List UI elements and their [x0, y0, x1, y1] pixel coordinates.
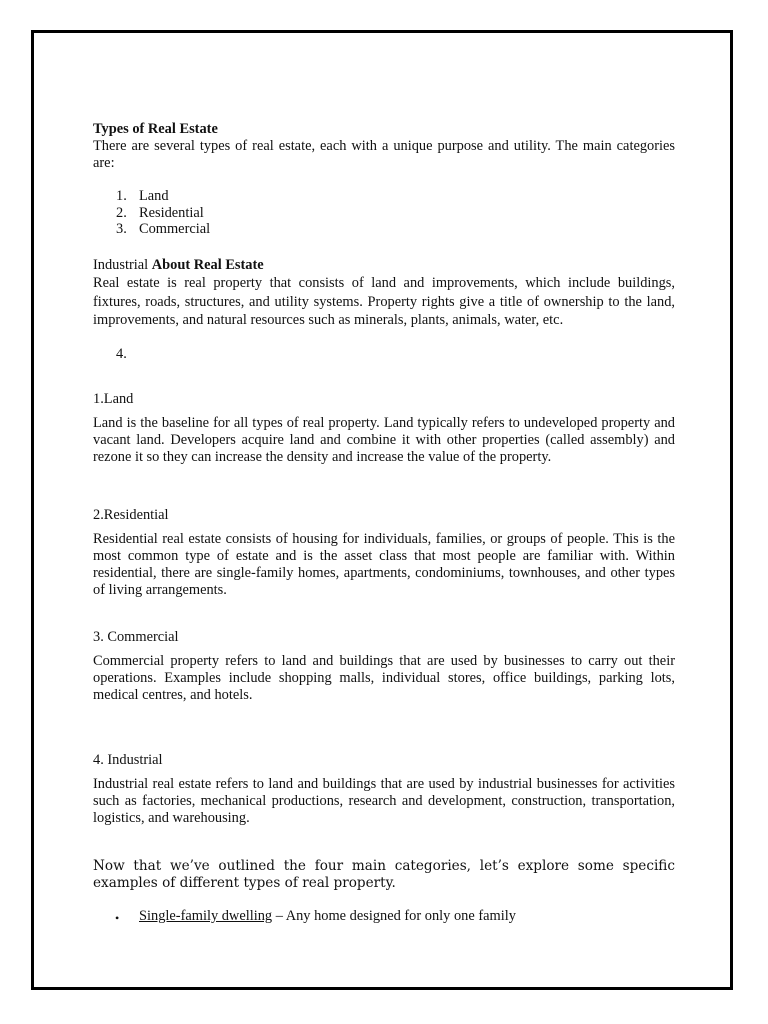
section-title-land: 1.Land: [93, 391, 134, 407]
section-title-residential: 2.Residential: [93, 507, 169, 523]
section-title-commercial: 3. Commercial: [93, 629, 179, 645]
section-body-land: Land is the baseline for all types of real property. Land typically refers to undeveloped property and vacant land. Developers acquire land and combine it with other properties (called assembly) and rezone it so they can increase the density and increase the value of the property.: [93, 415, 675, 465]
example-term: Single-family dwelling: [139, 908, 273, 924]
bullet-icon: •: [115, 911, 120, 925]
section-title-industrial: 4. Industrial: [93, 752, 163, 768]
section-body-commercial: Commercial property refers to land and buildings that are used by businesses to carry out their operations. Examples include shopping malls, individual stores, office buildings, parking lots, medical centres, and hotels.: [93, 653, 675, 703]
about-heading: About Real Estate: [151, 257, 264, 273]
example-description: – Any home designed for only one family: [272, 908, 516, 924]
about-prefix: Industrial: [93, 257, 149, 273]
about-paragraph: Real estate is real property that consists of land and improvements, which include buildings, fixtures, roads, structures, and utility systems. Property rights give a title of ownership to the land, improvements, and natural resources such as minerals, plants, animals, water, etc.: [93, 275, 675, 328]
list-number-3: 3.: [116, 221, 127, 237]
example-item: [139, 908, 516, 925]
intro-paragraph: There are several types of real estate, each with a unique purpose and utility. The main categories are:: [93, 138, 675, 171]
list-item-land: Land: [139, 188, 169, 204]
list-item-residential: Residential: [139, 205, 204, 221]
closing-paragraph: Now that we’ve outlined the four main categories, let’s explore some specific examples of different types of real property.: [93, 858, 675, 891]
list-number-1: 1.: [116, 188, 127, 204]
list-number-2: 2.: [116, 205, 127, 221]
heading-types-of-real-estate: Types of Real Estate: [93, 121, 218, 137]
section-body-residential: Residential real estate consists of housing for individuals, families, or groups of people. This is the most common type of estate and is the asset class that most people are familiar with. Within residential, there are single-family homes, apartments, condominiums, townhouses, and other types of living arrangements.: [93, 531, 675, 598]
list-item-commercial: Commercial: [139, 221, 211, 237]
section-body-industrial: Industrial real estate refers to land and buildings that are used by industrial businesses for activities such as factories, mechanical productions, research and development, construction, transportation, logistics, and warehousing.: [93, 776, 675, 826]
orphan-list-number: 4.: [116, 346, 127, 362]
about-heading-line: [93, 257, 675, 274]
